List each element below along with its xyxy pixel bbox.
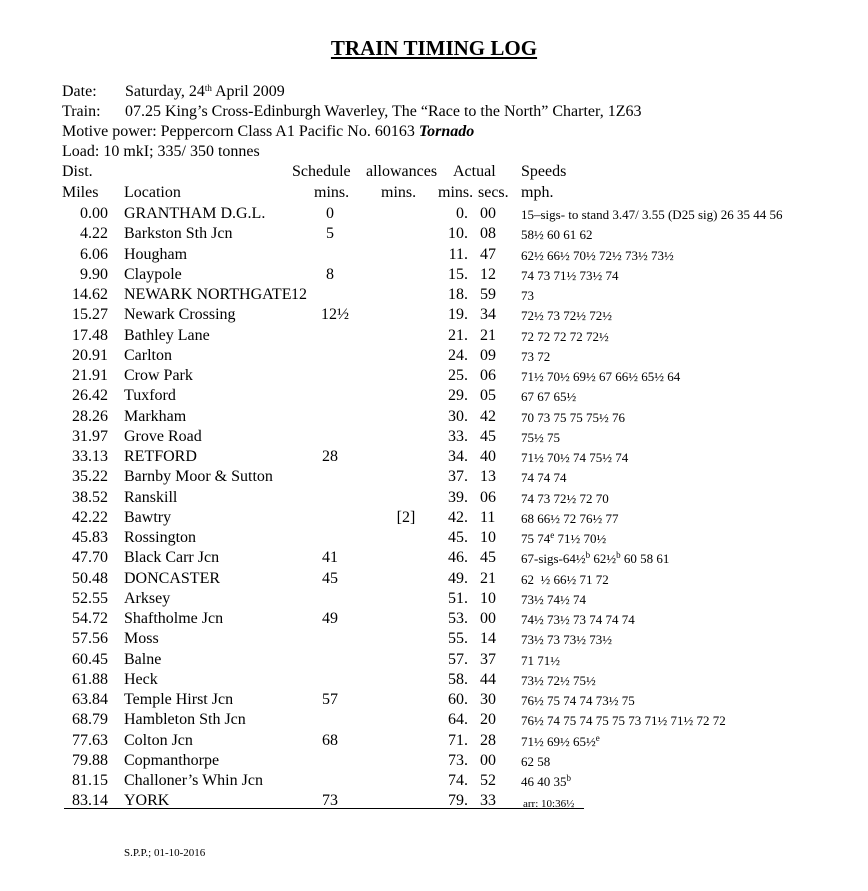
speeds-cell: 68 66½ 72 76½ 77: [521, 511, 619, 526]
actual-mins-cell: 57.: [448, 651, 468, 668]
schedule-cell: 8: [326, 266, 334, 283]
location-cell: Black Carr Jcn: [124, 549, 220, 566]
dist-cell: 14.62: [72, 286, 108, 303]
speeds-cell: 46 40 35$^b$: [521, 773, 571, 789]
header-miles: Miles: [62, 184, 99, 201]
location-cell: Tuxford: [124, 387, 176, 404]
location-cell: Ranskill: [124, 489, 178, 506]
dist-cell: 15.27: [72, 306, 108, 323]
actual-mins-cell: 42.: [448, 509, 468, 526]
location-cell: Carlton: [124, 347, 172, 364]
actual-mins-cell: 11.: [448, 246, 468, 263]
dist-cell: 21.91: [72, 367, 108, 384]
actual-mins-cell: 19.: [448, 306, 468, 323]
speeds-cell: 71 71½: [521, 653, 560, 668]
actual-secs-cell: 09: [480, 347, 496, 364]
header-actual-mins: mins.: [438, 184, 474, 201]
dist-cell: 6.06: [80, 246, 108, 263]
dist-cell: 57.56: [72, 630, 108, 647]
actual-secs-cell: 45: [480, 428, 496, 445]
actual-secs-cell: 14: [480, 630, 496, 647]
location-cell: DONCASTER: [124, 570, 221, 587]
dist-cell: 45.83: [72, 529, 108, 546]
actual-secs-cell: 10: [480, 529, 496, 546]
speeds-cell: 72½ 73 72½ 72½: [521, 308, 612, 323]
actual-secs-cell: 28: [480, 732, 496, 749]
speeds-cell: 73½ 74½ 74: [521, 592, 586, 607]
actual-secs-cell: 40: [480, 448, 496, 465]
location-cell: Barnby Moor & Sutton: [124, 468, 273, 485]
speeds-cell: 62 58: [521, 754, 551, 769]
dist-cell: 83.14: [72, 792, 108, 809]
dist-cell: 38.52: [72, 489, 108, 506]
actual-mins-cell: 0.: [456, 205, 468, 222]
dist-cell: 54.72: [72, 610, 108, 627]
location-cell: Crow Park: [124, 367, 193, 384]
header-actual: Actual: [453, 163, 496, 180]
actual-mins-cell: 53.: [448, 610, 468, 627]
actual-mins-cell: 55.: [448, 630, 468, 647]
dist-cell: 68.79: [72, 711, 108, 728]
actual-secs-cell: 20: [480, 711, 496, 728]
speeds-cell: 71½ 70½ 69½ 67 66½ 65½ 64: [521, 369, 681, 384]
actual-mins-cell: 37.: [448, 468, 468, 485]
actual-secs-cell: 00: [480, 610, 496, 627]
speeds-cell: 73 72: [521, 349, 551, 364]
header-actual-secs: secs.: [478, 184, 509, 201]
info-date: [62, 82, 285, 102]
dist-cell: 47.70: [72, 549, 108, 566]
actual-secs-cell: 34: [480, 306, 496, 323]
speeds-cell: 72 72 72 72 72½: [521, 329, 609, 344]
dist-cell: 9.90: [80, 266, 108, 283]
actual-secs-cell: 13: [480, 468, 496, 485]
speeds-cell: 76½ 74 75 74 75 75 73 71½ 71½ 72 72: [521, 713, 726, 728]
actual-mins-cell: 21.: [448, 327, 468, 344]
dist-cell: 60.45: [72, 651, 108, 668]
speeds-cell: 62½ 66½ 70½ 72½ 73½ 73½: [521, 248, 674, 263]
actual-secs-cell: 00: [480, 205, 496, 222]
actual-mins-cell: 39.: [448, 489, 468, 506]
schedule-cell: 57: [322, 691, 338, 708]
location-cell: Hougham: [124, 246, 188, 263]
actual-mins-cell: 10.: [448, 225, 468, 242]
location-cell: Markham: [124, 408, 187, 425]
speeds-cell: 75½ 75: [521, 430, 560, 445]
location-cell: Copmanthorpe: [124, 752, 220, 769]
actual-secs-cell: 08: [480, 225, 496, 242]
actual-mins-cell: 29.: [448, 387, 468, 404]
dist-cell: 31.97: [72, 428, 108, 445]
location-cell: Moss: [124, 630, 159, 647]
location-cell: Grove Road: [124, 428, 202, 445]
footer-credit: S.P.P.; 01-10-2016: [124, 847, 206, 859]
info-load: Load: 10 mkI; 335/ 350 tonnes: [62, 143, 260, 160]
actual-secs-cell: 59: [480, 286, 496, 303]
schedule-cell: 5: [326, 225, 334, 242]
actual-mins-cell: 24.: [448, 347, 468, 364]
header-dist: Dist.: [62, 163, 93, 180]
location-cell: Shaftholme Jcn: [124, 610, 224, 627]
speeds-cell: arr: 10:36½: [523, 798, 575, 810]
actual-secs-cell: 30: [480, 691, 496, 708]
actual-secs-cell: 45: [480, 549, 496, 566]
dist-cell: 81.15: [72, 772, 108, 789]
location-cell: Hambleton Sth Jcn: [124, 711, 246, 728]
actual-mins-cell: 74.: [448, 772, 468, 789]
actual-mins-cell: 60.: [448, 691, 468, 708]
location-cell: Rossington: [124, 529, 197, 546]
schedule-cell: 41: [322, 549, 338, 566]
dist-cell: 79.88: [72, 752, 108, 769]
header-schedule-mins: mins.: [314, 184, 350, 201]
schedule-cell: 28: [322, 448, 338, 465]
speeds-cell: 71½ 69½ 65½$^e$: [521, 733, 600, 749]
header-mph: mph.: [521, 184, 554, 201]
actual-secs-cell: 52: [480, 772, 496, 789]
info-train: [62, 102, 641, 122]
actual-secs-cell: 11: [480, 509, 496, 526]
actual-secs-cell: 05: [480, 387, 496, 404]
actual-secs-cell: 00: [480, 752, 496, 769]
actual-secs-cell: 44: [480, 671, 496, 688]
location-cell: Temple Hirst Jcn: [124, 691, 234, 708]
schedule-cell: 49: [322, 610, 338, 627]
actual-mins-cell: 73.: [448, 752, 468, 769]
header-location: Location: [124, 184, 181, 201]
actual-mins-cell: 46.: [448, 549, 468, 566]
schedule-cell: 12½: [321, 306, 349, 323]
actual-secs-cell: 12: [480, 266, 496, 283]
actual-secs-cell: 21: [480, 327, 496, 344]
location-cell: NEWARK NORTHGATE: [124, 286, 292, 303]
speeds-cell: 73: [521, 288, 534, 303]
dist-cell: 50.48: [72, 570, 108, 587]
speeds-cell: 67 67 65½: [521, 389, 577, 404]
dist-cell: 4.22: [80, 225, 108, 242]
location-cell: Colton Jcn: [124, 732, 193, 749]
header-allowances: allowances: [366, 163, 438, 180]
dist-cell: 33.13: [72, 448, 108, 465]
dist-cell: 77.63: [72, 732, 108, 749]
actual-secs-cell: 06: [480, 489, 496, 506]
info-motive-power: [62, 122, 474, 142]
actual-secs-cell: 47: [480, 246, 496, 263]
actual-secs-cell: 37: [480, 651, 496, 668]
dist-cell: 35.22: [72, 468, 108, 485]
actual-mins-cell: 79.: [448, 792, 468, 809]
location-cell: Bawtry: [124, 509, 172, 526]
actual-mins-cell: 71.: [448, 732, 468, 749]
actual-secs-cell: 06: [480, 367, 496, 384]
page-title: TRAIN TIMING LOG: [330, 36, 538, 60]
location-cell: Bathley Lane: [124, 327, 210, 344]
schedule-cell: 73: [322, 792, 338, 809]
locomotive-name: Tornado: [418, 123, 475, 140]
location-cell: YORK: [124, 792, 170, 809]
location-cell: Barkston Sth Jcn: [124, 225, 233, 242]
location-cell: Heck: [124, 671, 158, 688]
actual-mins-cell: 64.: [448, 711, 468, 728]
header-speeds: Speeds: [521, 163, 567, 180]
final-row-underline: [64, 808, 584, 809]
actual-mins-cell: 49.: [448, 570, 468, 587]
actual-mins-cell: 51.: [448, 590, 468, 607]
train-label: Train:: [62, 103, 101, 120]
dist-cell: 63.84: [72, 691, 108, 708]
speeds-cell: 74 73 71½ 73½ 74: [521, 268, 619, 283]
actual-mins-cell: 58.: [448, 671, 468, 688]
dist-cell: 42.22: [72, 509, 108, 526]
location-cell: Arksey: [124, 590, 171, 607]
date-value: Saturday, 24th April 2009: [125, 83, 285, 100]
actual-mins-cell: 30.: [448, 408, 468, 425]
speeds-cell: 74½ 73½ 73 74 74 74: [521, 612, 635, 627]
header-schedule: Schedule: [292, 163, 351, 180]
location-cell: Claypole: [124, 266, 182, 283]
dist-cell: 17.48: [72, 327, 108, 344]
speeds-cell: 74 73 72½ 72 70: [521, 491, 609, 506]
actual-mins-cell: 34.: [448, 448, 468, 465]
speeds-cell: 15–sigs- to stand 3.47/ 3.55 (D25 sig) 26 35 44 56: [521, 207, 783, 222]
dist-cell: 20.91: [72, 347, 108, 364]
dist-cell: 28.26: [72, 408, 108, 425]
actual-mins-cell: 45.: [448, 529, 468, 546]
dist-cell: 52.55: [72, 590, 108, 607]
train-value: 07.25 King’s Cross-Edinburgh Waverley, The “Race to the North” Charter, 1Z63: [125, 103, 642, 120]
location-cell: Challoner’s Whin Jcn: [124, 772, 263, 789]
speeds-cell: 71½ 70½ 74 75½ 74: [521, 450, 629, 465]
actual-secs-cell: 21: [480, 570, 496, 587]
schedule-cell: 12: [291, 286, 307, 303]
speeds-cell: 73½ 73 73½ 73½: [521, 632, 612, 647]
actual-mins-cell: 33.: [448, 428, 468, 445]
speeds-cell: 75 74e 71½ 70½: [521, 530, 607, 546]
speeds-cell: 67-sigs-64½$^b$ 62½$^b$ 60 58 61: [521, 550, 670, 566]
actual-secs-cell: 10: [480, 590, 496, 607]
dist-cell: 26.42: [72, 387, 108, 404]
location-cell: RETFORD: [124, 448, 197, 465]
motive-value: Peppercorn Class A1 Pacific No. 60163: [160, 123, 419, 140]
speeds-cell: 70 73 75 75 75½ 76: [521, 410, 625, 425]
actual-mins-cell: 18.: [448, 286, 468, 303]
location-cell: GRANTHAM D.G.L.: [124, 205, 266, 222]
schedule-cell: 68: [322, 732, 338, 749]
date-label: Date:: [62, 83, 97, 100]
actual-secs-cell: 42: [480, 408, 496, 425]
dist-cell: 0.00: [80, 205, 108, 222]
speeds-cell: 76½ 75 74 74 73½ 75: [521, 693, 635, 708]
speeds-cell: 62 ½ 66½ 71 72: [521, 572, 609, 587]
schedule-cell: 45: [322, 570, 338, 587]
schedule-cell: 0: [326, 205, 334, 222]
actual-mins-cell: 15.: [448, 266, 468, 283]
dist-cell: 61.88: [72, 671, 108, 688]
speeds-cell: 74 74 74: [521, 470, 567, 485]
location-cell: Newark Crossing: [124, 306, 236, 323]
motive-label: Motive power:: [62, 123, 157, 140]
header-allowances-mins: mins.: [381, 184, 417, 201]
location-cell: Balne: [124, 651, 162, 668]
speeds-cell: 58½ 60 61 62: [521, 227, 593, 242]
actual-secs-cell: 33: [480, 792, 496, 809]
allowance-cell: [2]: [396, 509, 416, 526]
actual-mins-cell: 25.: [448, 367, 468, 384]
speeds-cell: 73½ 72½ 75½: [521, 673, 596, 688]
